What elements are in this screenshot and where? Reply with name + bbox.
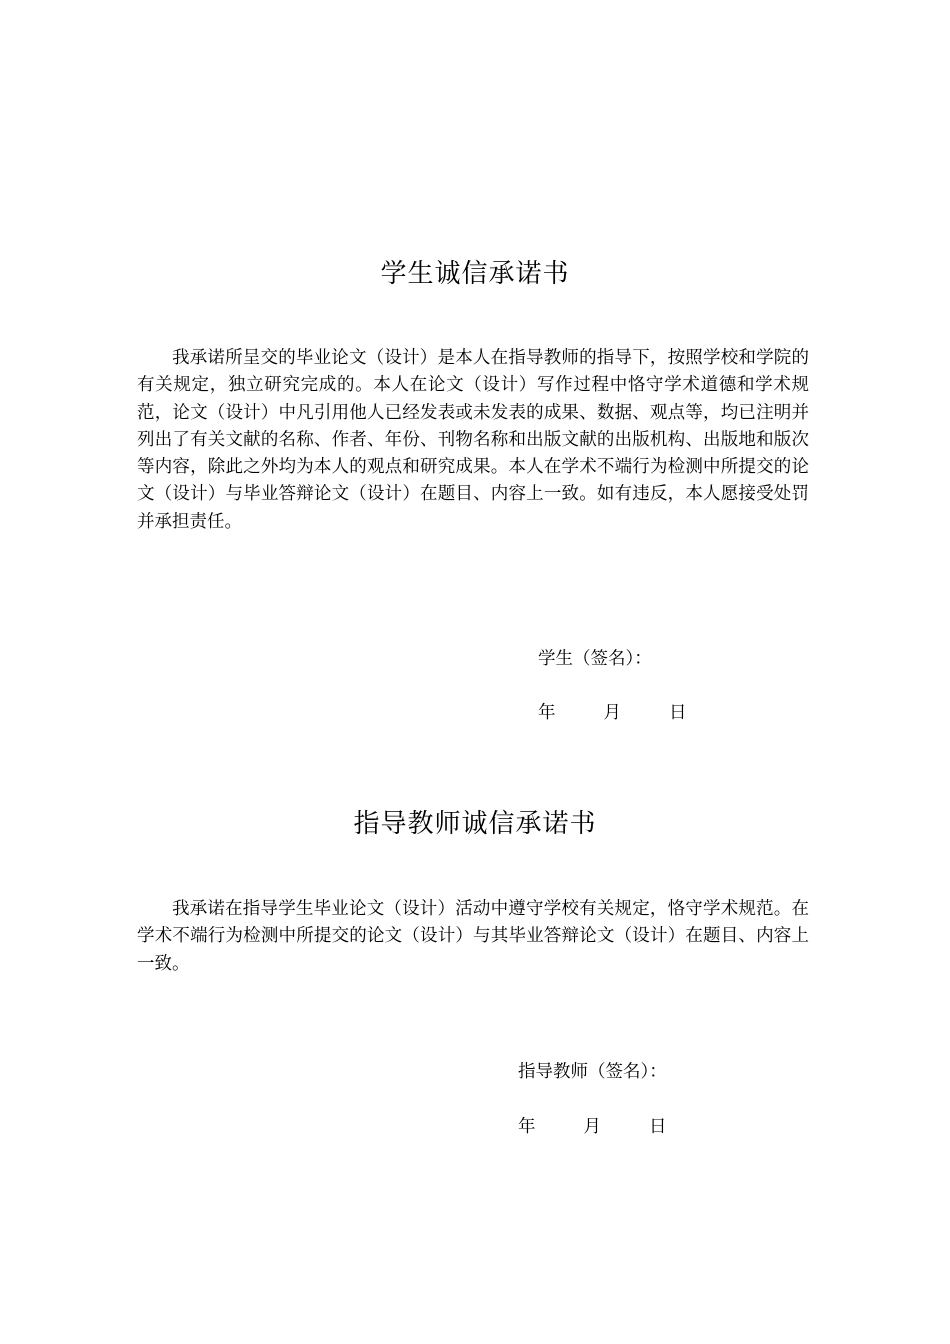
- teacher-date-day: 日: [649, 1117, 667, 1137]
- student-signature-label: 学生（签名）：: [538, 649, 652, 669]
- student-date-month: 月: [603, 703, 621, 723]
- teacher-date-line: [518, 1115, 667, 1139]
- teacher-pledge-title: 指导教师诚信承诺书: [353, 809, 597, 839]
- teacher-date-year: 年: [518, 1117, 536, 1137]
- teacher-signature-label: 指导教师（签名）：: [518, 1062, 667, 1082]
- student-pledge-title: 学生诚信承诺书: [380, 259, 570, 289]
- teacher-pledge-paragraph: 我承诺在指导学生毕业论文（设计）活动中遵守学校有关规定，恪守学术规范。在学术不端行为检测中所提交的论文（设计）与其毕业答辩论文（设计）在题目、内容上一致。: [137, 899, 809, 974]
- student-pledge-paragraph: 我承诺所呈交的毕业论文（设计）是本人在指导教师的指导下，按照学校和学院的有关规定，独立研究完成的。本人在论文（设计）写作过程中恪守学术道德和学术规范，论文（设计）中凡引用他人已经发表或未发表的成果、数据、观点等，均已注明并列出了有关文献的名称、作者、年份、刊物名称和出版文献的出版机构、出版地和版次等内容，除此之外均为本人的观点和研究成果。本人在学术不端行为检测中所提交的论文（设计）与毕业答辩论文（设计）在题目、内容上一致。如有违反，本人愿接受处罚并承担责任。: [137, 348, 809, 532]
- teacher-date-month: 月: [583, 1117, 601, 1137]
- student-date-day: 日: [669, 703, 687, 723]
- student-date-year: 年: [538, 703, 556, 723]
- student-date-line: [538, 701, 687, 725]
